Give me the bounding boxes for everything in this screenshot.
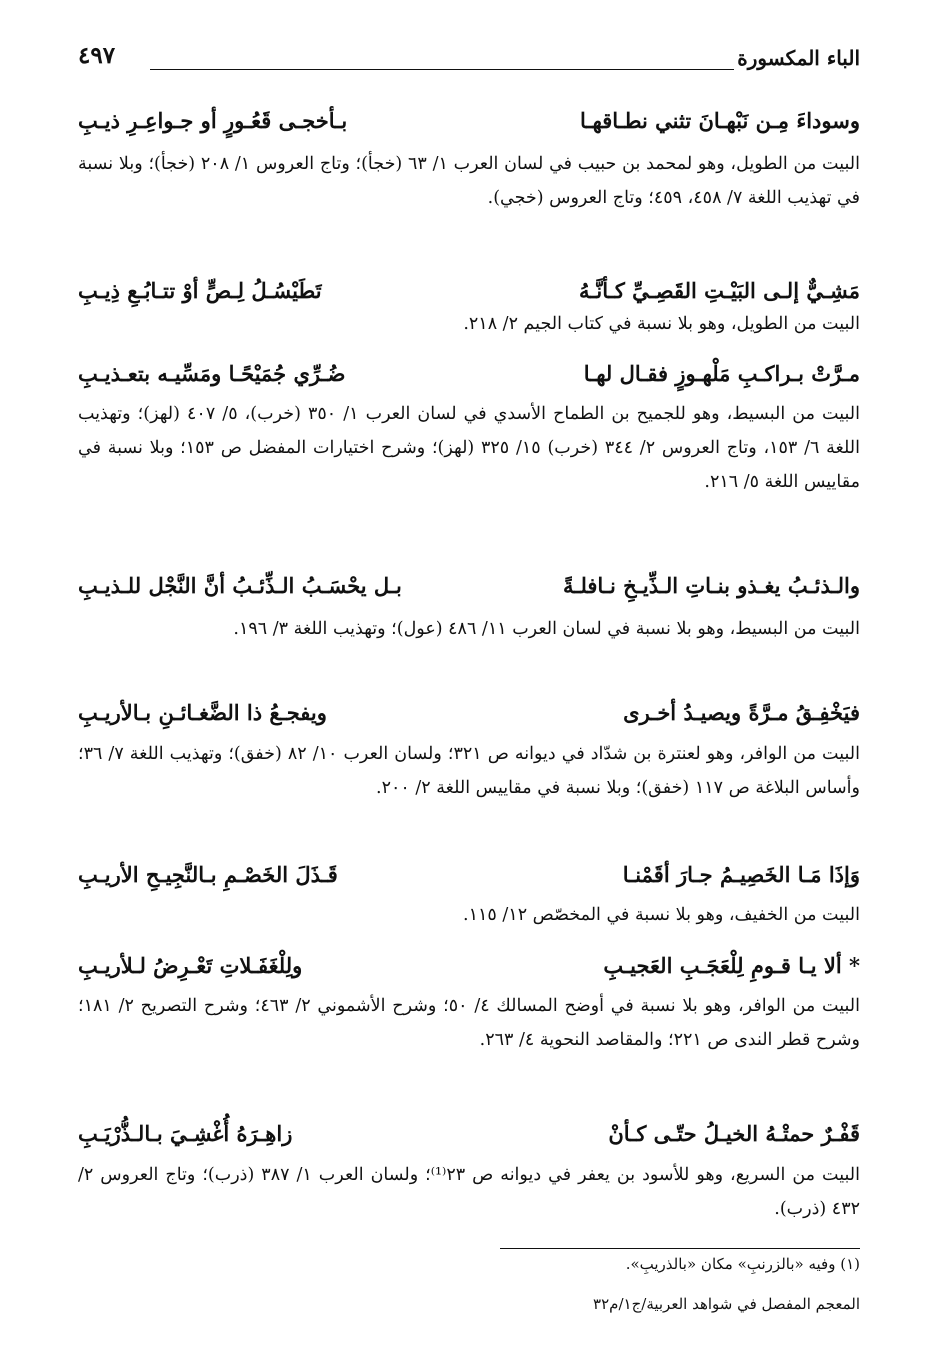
first-hemistich: مَشِـيٌّ إلـى البَيْـتِ القَصِـيِّ كـأنَّـهُ [579,277,860,303]
second-hemistich: ولِلْغَفَـلاتِ تَعْـرِضُ لـلأريـبِ [78,952,303,978]
running-title: الباء المكسورة [737,46,860,70]
book-page [78,40,860,1330]
first-hemistich: فيَخْفِـقُ مـرَّةً ويصيـدُ أخـرى [623,699,860,725]
verse-line [78,854,860,894]
verse-line [78,100,860,140]
footnote: (١) وفيه «بالزرنبِ» مكان «بالذريبِ». [625,1255,860,1273]
commentary-text: البيت من الوافر، وهو بلا نسبة في أوضح المسالك ٤/ ٥٠؛ وشرح الأشموني ٢/ ٤٦٣؛ وشرح التصريح ٢/ ١٨١؛ وشرح قطر الندى ص ٢٢١؛ والمقاصد النحوية ٤/ ٢٦٣. [78,996,860,1050]
first-hemistich: وَإذَا مَـا الخَصِيـمُ جـارَ أقَمْنـا [622,861,860,887]
second-hemistich: تَطَيْسُـلُ لِـصٍّ أوْ تتـابُـعِ ذِيـبِ [78,277,322,303]
commentary-text: البيت من الوافر، وهو لعنترة بن شدّاد في ديوانه ص ٣٢١؛ ولسان العرب ١٠/ ٨٢ (خفق)؛ وتهذيب اللغة ٧/ ٣٦؛ وأساس البلاغة ص ١١٧ (خفق)؛ وبلا نسبة في مقاييس اللغة ٢/ ٢٠٠. [78,744,860,798]
verse-line [78,1113,860,1153]
second-hemistich: ضُـرِّي جُمَيْحًـا ومَسِّيـه بتعـذيـبِ [78,360,346,386]
first-hemistich: مـرَّتْ بـراكـبِ مَلْهـوزٍ فقـال لهـا [583,360,860,386]
first-hemistich: قَفْـرٌ حمتْـهُ الخيـلُ حتّـى كـأنْ [608,1120,860,1146]
commentary-text: البيت من السريع، وهو للأسود بن يعفر في ديوانه ص ٢٣⁽¹⁾؛ ولسان العرب ١/ ٣٨٧ (ذرب)؛ وتاج العروس ٢/ ٤٣٢ (ذرب). [78,1165,860,1219]
verse-line [78,353,860,393]
commentary-text: البيت من البسيط، وهو للجميح بن الطماح الأسدي في لسان العرب ١/ ٣٥٠ (خرب)، ٥/ ٤٠٧ (لهز)؛ وتهذيب اللغة ٦/ ١٥٣، وتاج العروس ٢/ ٣٤٤ (خرب) ١٥/ ٣٢٥ (لهز)؛ وشرح اختيارات المفضل ص ١٥٣؛ وبلا نسبة في مقاييس اللغة ٥/ ٢١٦. [78,404,860,492]
commentary-text: البيت من الطويل، وهو بلا نسبة في كتاب الجيم ٢/ ٢١٨. [463,314,860,334]
book-signature: المعجم المفصل في شواهد العربية/ج١/م٣٢ [593,1295,860,1313]
first-hemistich: وسوداءَ مِـن نَبْهـانَ تثني نطـاقهـا [579,107,860,133]
page-header [78,42,860,80]
commentary-text: البيت من الطويل، وهو لمحمد بن حبيب في لسان العرب ١/ ٦٣ (خجأ)؛ وتاج العروس ١/ ٢٠٨ (خجأ)؛ وبلا نسبة في تهذيب اللغة ٧/ ٤٥٨، ٤٥٩؛ وتاج العروس (خجي). [78,154,860,208]
page-number: ٤٩٧ [78,42,116,69]
second-hemistich: زاهِـرَهُ أُغْشِـيَ بـالـذُّرْيَـبِ [78,1120,293,1146]
second-hemistich: بـل يحْسَـبُ الـذِّئـبُ أنَّ النَّجْل للـذيـبِ [78,572,402,598]
verse-line [78,692,860,732]
second-hemistich: بـأخجـى قَعُـورٍ أو جـواعِـرِ ذيـبِ [78,107,348,133]
first-hemistich: * ألا يـا قـومِ لِلْعَجَـبِ العَجيـبِ [603,952,860,978]
footnote-rule [500,1248,860,1249]
first-hemistich: والـذئـبُ يغـذو بنـاتِ الـذِّيـخِ نـافلـةً [563,572,860,598]
commentary-text: البيت من البسيط، وهو بلا نسبة في لسان العرب ١١/ ٤٨٦ (عول)؛ وتهذيب اللغة ٣/ ١٩٦. [233,619,860,639]
commentary-text: البيت من الخفيف، وهو بلا نسبة في المخصّص ١٢/ ١١٥. [463,905,860,925]
verse-line [78,270,860,310]
verse-line [78,565,860,605]
second-hemistich: قَـذَلَ الخَصْـمِ بـالنَّجِيـحِ الأريـبِ [78,861,338,887]
header-rule [150,69,734,70]
second-hemistich: ويفجـعُ ذا الضَّغـائـنِ بـالأريـبِ [78,699,327,725]
verse-line [78,945,860,985]
